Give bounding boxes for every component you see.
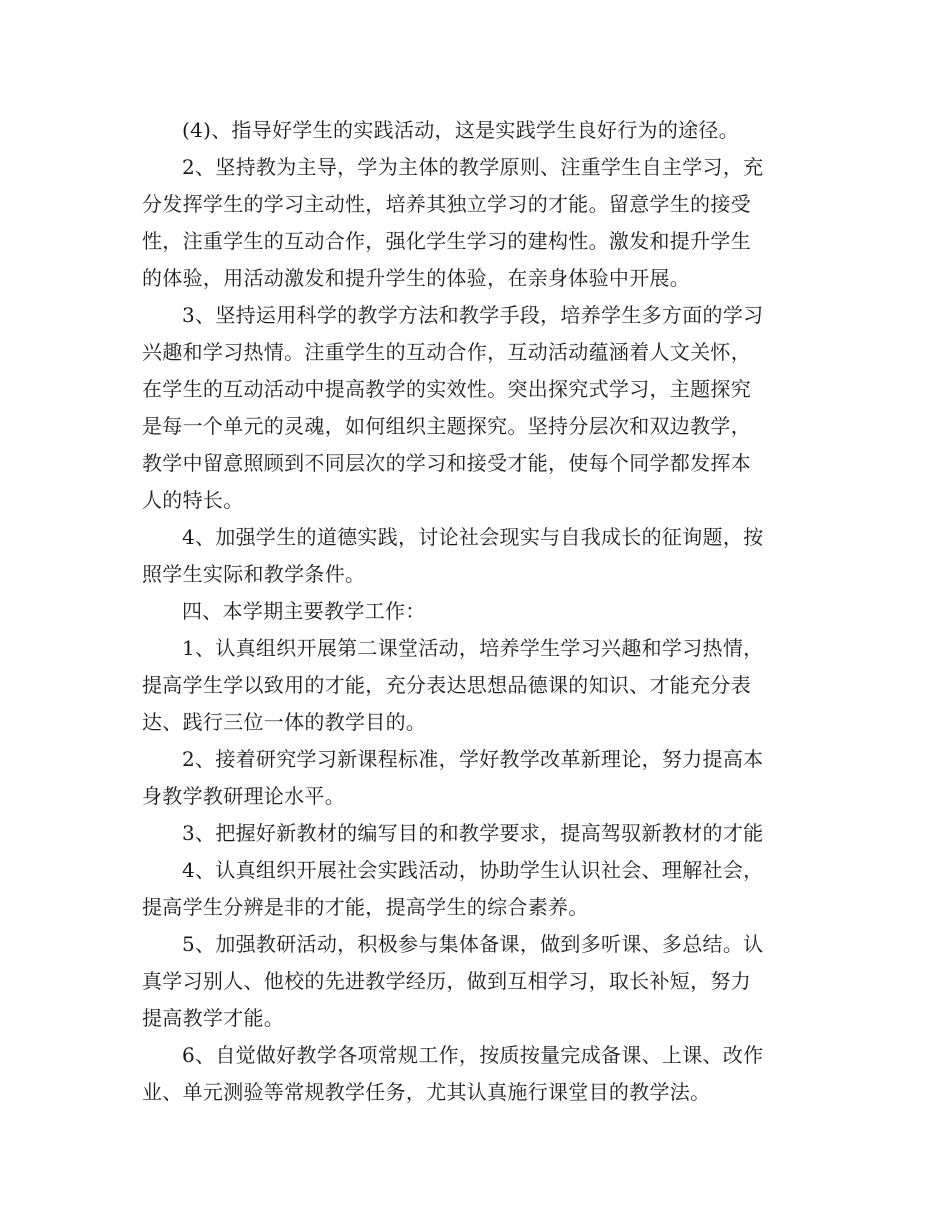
text-line: 4、认真组织开展社会实践活动，协助学生认识社会、理解社会，: [182, 858, 764, 882]
text-line: 是每一个单元的灵魂，如何组织主题探究。坚持分层次和双边教学，: [142, 414, 751, 438]
text-line: 兴趣和学习热情。注重学生的互动合作，互动活动蕴涵着人文关怀，: [142, 340, 751, 364]
text-line: (4)、指导好学生的实践活动，这是实践学生良好行为的途径。: [182, 118, 740, 142]
text-line: 2、坚持教为主导，学为主体的教学原则、注重学生自主学习，充: [182, 155, 764, 179]
text-line: 性，注重学生的互动合作，强化学生学习的建构性。激发和提升学生: [142, 229, 751, 253]
paragraph-1: [142, 112, 810, 149]
text-line: 身教学教研理论水平。: [142, 784, 345, 808]
paragraph-7: [142, 741, 810, 815]
text-line: 2、接着研究学习新课程标准，学好教学改革新理论，努力提高本: [182, 747, 764, 771]
text-line: 真学习别人、他校的先进教学经历，做到互相学习，取长补短，努力: [142, 969, 751, 993]
text-line: 5、加强教研活动，积极参与集体备课，做到多听课、多总结。认: [182, 932, 764, 956]
text-line: 分发挥学生的学习主动性，培养其独立学习的才能。留意学生的接受: [142, 192, 751, 216]
paragraph-8: [142, 815, 810, 852]
text-line: 4、加强学生的道德实践，讨论社会现实与自我成长的征询题，按: [182, 525, 764, 549]
text-line: 提高学生分辨是非的才能，提高学生的综合素养。: [142, 895, 589, 919]
text-line: 的体验，用活动激发和提升学生的体验，在亲身体验中开展。: [142, 266, 691, 290]
text-line: 照学生实际和教学条件。: [142, 562, 366, 586]
document-page: [142, 112, 810, 1111]
paragraph-6: [142, 630, 810, 741]
paragraph-3: [142, 297, 810, 519]
text-line: 教学中留意照顾到不同层次的学习和接受才能，使每个同学都发挥本: [142, 451, 751, 475]
text-line: 人的特长。: [142, 488, 244, 512]
paragraph-4: [142, 519, 810, 593]
text-line: 在学生的互动活动中提高教学的实效性。突出探究式学习，主题探究: [142, 377, 751, 401]
text-line: 达、践行三位一体的教学目的。: [142, 710, 427, 734]
text-line: 6、自觉做好教学各项常规工作，按质按量完成备课、上课、改作: [182, 1043, 764, 1067]
text-line: 提高教学才能。: [142, 1006, 285, 1030]
text-line: 业、单元测验等常规教学任务，尤其认真施行课堂目的教学法。: [142, 1080, 711, 1104]
paragraph-9: [142, 852, 810, 926]
text-line: 3、把握好新教材的编写目的和教学要求，提高驾驭新教材的才能: [182, 821, 764, 845]
text-line: 1、认真组织开展第二课堂活动，培养学生学习兴趣和学习热情，: [182, 636, 764, 660]
paragraph-10: [142, 926, 810, 1037]
text-line: 3、坚持运用科学的教学方法和教学手段，培养学生多方面的学习: [182, 303, 764, 327]
paragraph-11: [142, 1037, 810, 1111]
text-line: 四、本学期主要教学工作：: [182, 599, 426, 623]
section-heading: [142, 593, 810, 630]
text-line: 提高学生学以致用的才能，充分表达思想品德课的知识、才能充分表: [142, 673, 751, 697]
paragraph-2: [142, 149, 810, 297]
